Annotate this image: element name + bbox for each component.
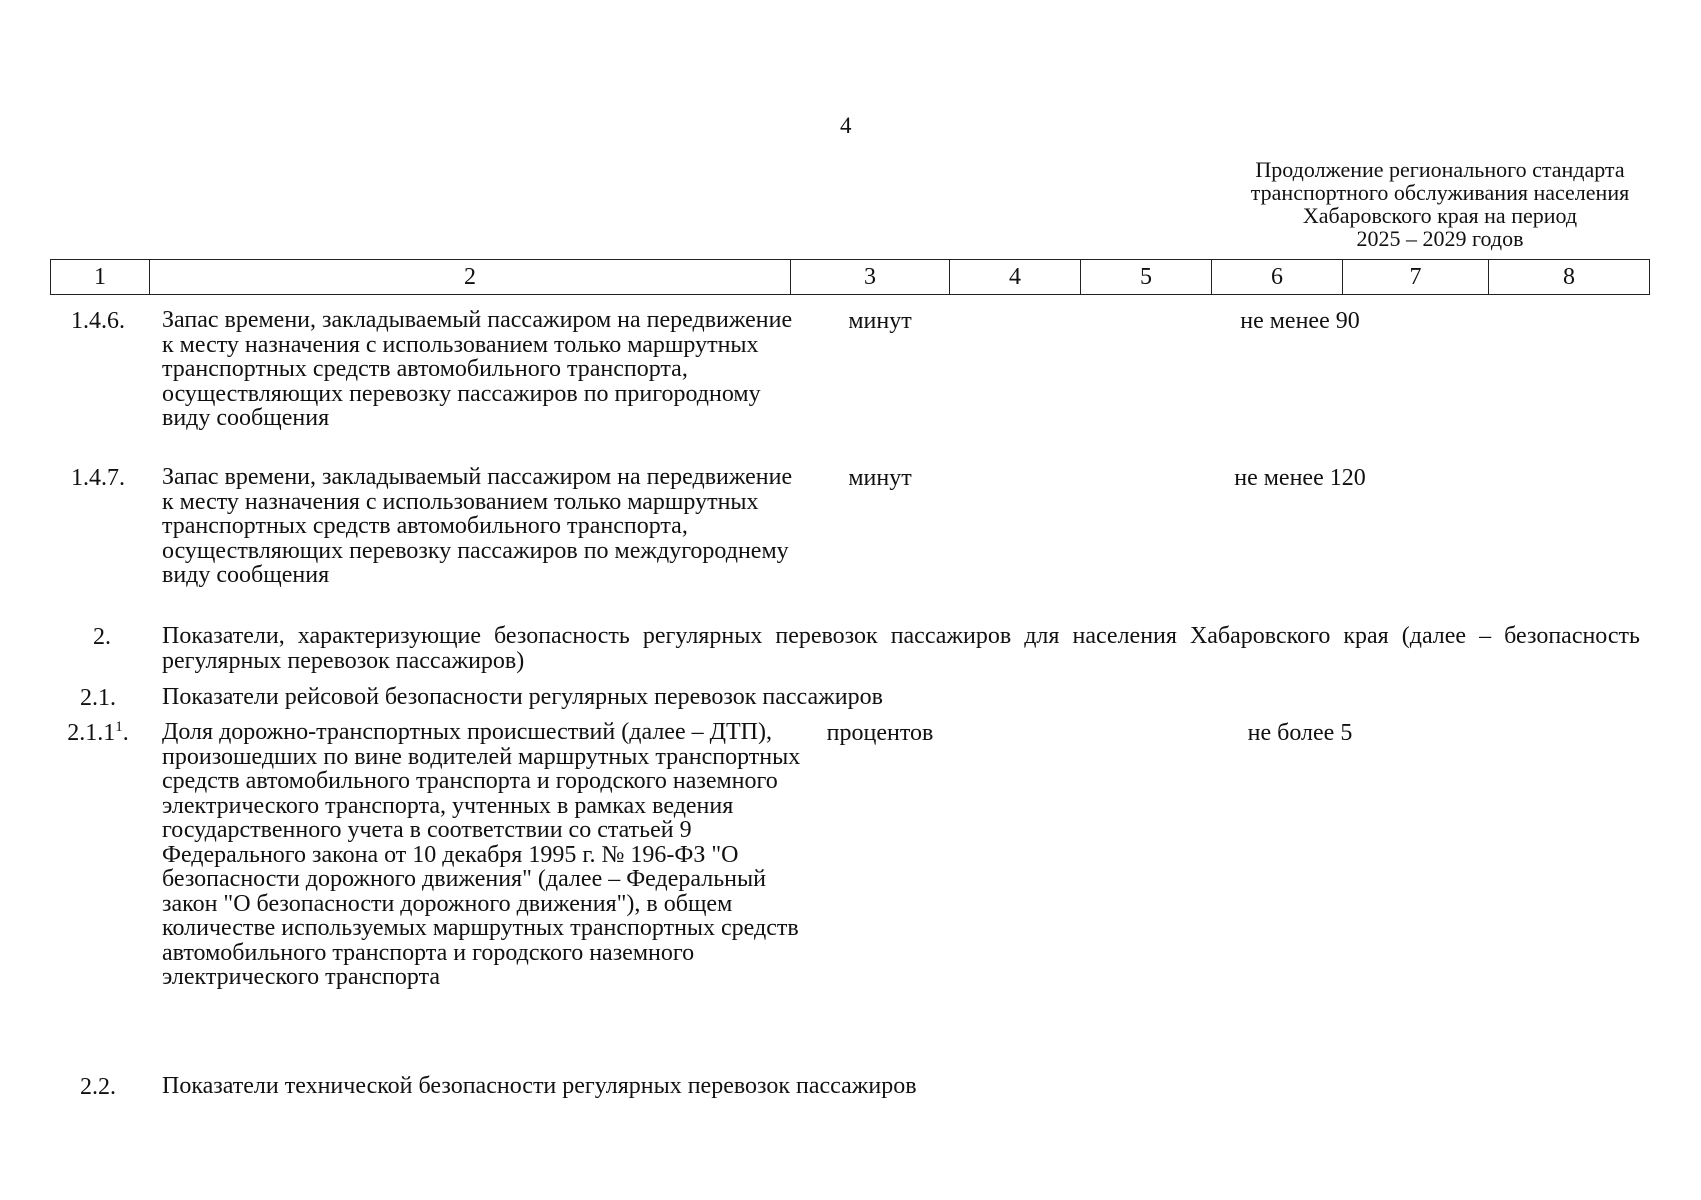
column-header-4: 4 <box>950 260 1081 295</box>
row-number: 2.2. <box>80 1074 116 1100</box>
row-description: Запас времени, закладываемый пассажиром на передвижение к месту назначения с использованием только маршрутных транспортных средств автомобильного транспорта, осуществляющих перевозку пассажиров по междугороднему виду сообщения <box>162 464 793 588</box>
column-header-6: 6 <box>1212 260 1343 295</box>
row-description: Запас времени, закладываемый пассажиром на передвижение к месту назначения с использованием только маршрутных транспортных средств автомобильного транспорта, осуществляющих перевозку пассажиров по пригородному виду сообщения <box>162 307 793 431</box>
row-description: Показатели технической безопасности регулярных перевозок пассажиров <box>162 1073 917 1099</box>
row-number: 1.4.6. <box>71 308 125 334</box>
column-header-row <box>51 260 1650 295</box>
row-description: Показатели, характеризующие безопасность регулярных перевозок пассажиров для населения Хабаровского края (далее – безопасность регулярных перевозок пассажиров) <box>162 623 1640 674</box>
row-value: не более 5 <box>1247 720 1353 746</box>
row-number: 1.4.7. <box>71 465 125 491</box>
row-description: Показатели рейсовой безопасности регулярных перевозок пассажиров <box>162 684 883 710</box>
continuation-note <box>1210 158 1670 250</box>
column-header-3: 3 <box>791 260 950 295</box>
row-number <box>58 720 138 747</box>
row-number: 2.1. <box>80 685 116 711</box>
column-header-2: 2 <box>150 260 791 295</box>
row-unit: минут <box>848 308 912 334</box>
column-header-7: 7 <box>1343 260 1489 295</box>
column-header-5: 5 <box>1081 260 1212 295</box>
continuation-line-1: Продолжение регионального стандарта <box>1255 157 1625 182</box>
row-unit: процентов <box>826 720 934 746</box>
column-header-table <box>50 259 1650 295</box>
continuation-line-2: транспортного обслуживания населения <box>1250 180 1630 205</box>
row-value: не менее 120 <box>1234 465 1366 491</box>
row-number-main: 2.1.1 <box>67 720 116 746</box>
row-number-suffix: . <box>122 720 129 746</box>
page-number: 4 <box>840 113 852 138</box>
row-value: не менее 90 <box>1240 308 1360 334</box>
continuation-line-3: Хабаровского края на период <box>1302 203 1578 228</box>
row-description: Доля дорожно-транспортных происшествий (далее – ДТП), произошедших по вине водителей маршрутных транспортных средств автомобильного транспорта и городского наземного электрического транспорта, учтенных в рамках ведения государственного учета в соответствии со статьей 9 Федерального закона от 10 декабря 1995 г. № 196-ФЗ "О безопасности дорожного движения" (далее – Федеральный закон "О безопасности дорожного движения"), в общем количестве используемых маршрутных транспортных средств автомобильного транспорта и городского наземного электрического транспорта <box>162 719 801 990</box>
row-unit: минут <box>848 465 912 491</box>
footnote-mark: 1 <box>115 719 123 735</box>
continuation-line-4: 2025 – 2029 годов <box>1356 226 1524 251</box>
row-number: 2. <box>93 624 111 650</box>
column-header-8: 8 <box>1489 260 1650 295</box>
column-header-1: 1 <box>51 260 150 295</box>
